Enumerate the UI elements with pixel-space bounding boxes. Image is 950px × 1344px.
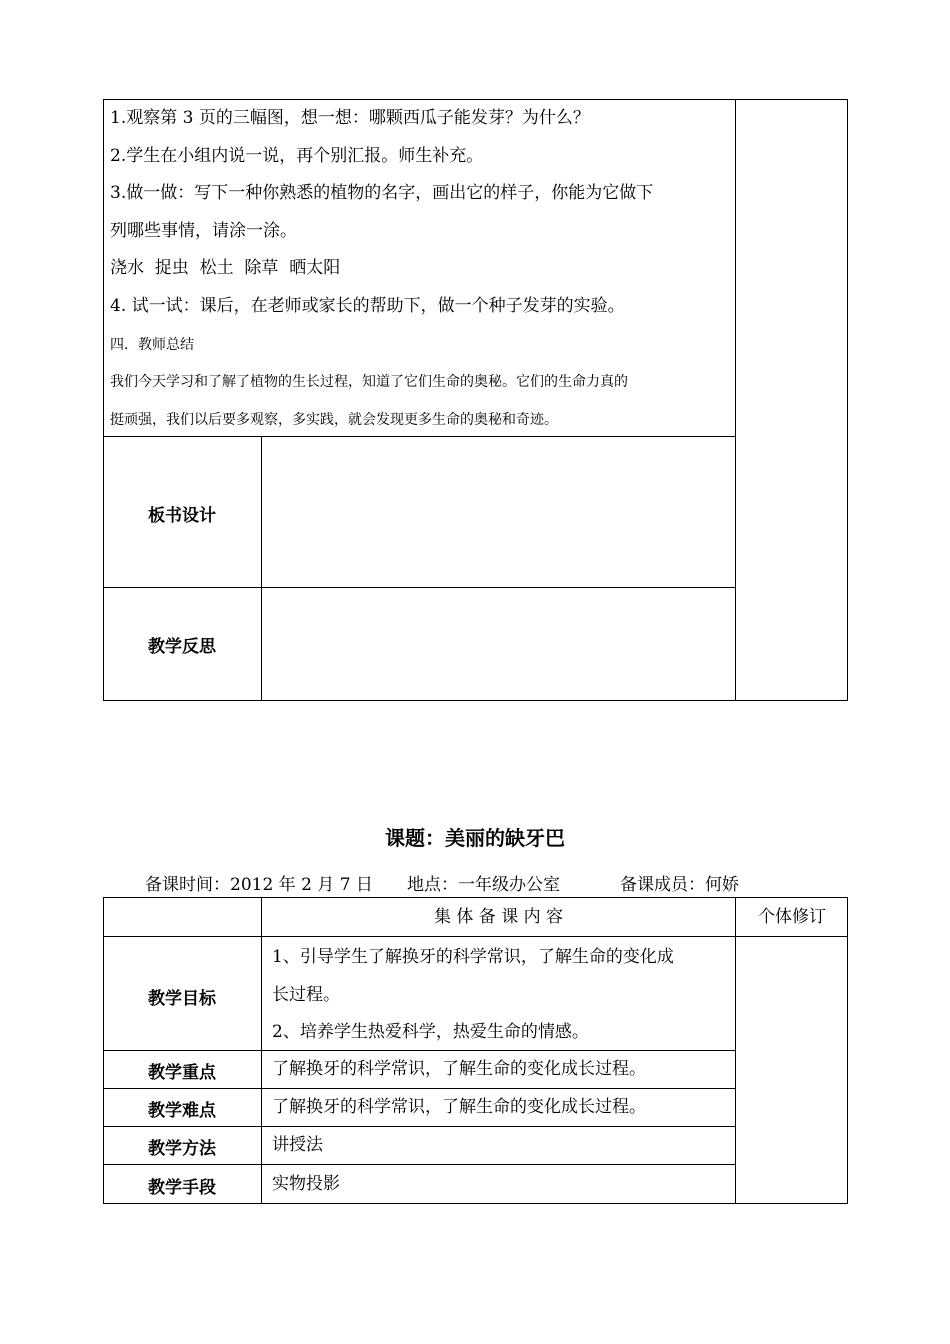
- method-text: 讲授法: [272, 1135, 323, 1155]
- goal-bottom-border: [103, 1050, 736, 1051]
- upper-line-7: 四．教师总结: [110, 337, 194, 353]
- upper-line-9: 挺顽强，我们以后要多观察，多实践，就会发现更多生命的奥秘和奇迹。: [110, 412, 558, 428]
- reflection-label: 教学反思: [148, 637, 216, 657]
- upper-line-1: 1.观察第 3 页的三幅图，想一想：哪颗西瓜子能发芽？为什么？: [110, 108, 590, 128]
- board-design-label: 板书设计: [148, 506, 216, 526]
- means-label: 教学手段: [148, 1178, 216, 1198]
- lesson-title: 课题：美丽的缺牙巴: [385, 826, 565, 850]
- difficulty-label: 教学难点: [148, 1101, 216, 1121]
- upper-revision-divider: [735, 99, 736, 701]
- location: 地点：一年级办公室: [407, 875, 560, 895]
- upper-line-3: 3.做一做：写下一种你熟悉的植物的名字，画出它的样子，你能为它做下: [110, 183, 654, 203]
- upper-label-divider: [261, 436, 262, 701]
- method-label: 教学方法: [148, 1139, 216, 1159]
- goal-label: 教学目标: [148, 989, 216, 1009]
- difficulty-bottom-border: [103, 1126, 736, 1127]
- goal-line-2: 长过程。: [272, 985, 340, 1005]
- goal-line-3: 2、培养学生热爱科学，热爱生命的情感。: [272, 1022, 589, 1042]
- upper-line-4: 列哪些事情，请涂一涂。: [110, 221, 297, 241]
- key-text: 了解换牙的科学常识，了解生命的变化成长过程。: [272, 1059, 646, 1079]
- means-text: 实物投影: [272, 1174, 340, 1194]
- upper-line-8: 我们今天学习和了解了植物的生长过程，知道了它们生命的奥秘。它们的生命力真的: [110, 374, 628, 390]
- key-label: 教学重点: [148, 1063, 216, 1083]
- difficulty-text: 了解换牙的科学常识，了解生命的变化成长过程。: [272, 1097, 646, 1117]
- upper-board-bottom-border: [103, 587, 736, 588]
- method-bottom-border: [103, 1164, 736, 1165]
- upper-line-6: 4. 试一试：课后，在老师或家长的帮助下，做一个种子发芽的实验。: [110, 296, 625, 316]
- goal-line-1: 1、引导学生了解换牙的科学常识，了解生命的变化成: [272, 947, 674, 967]
- header-collective-content: 集 体 备 课 内 容: [433, 907, 564, 927]
- header-bottom-border: [103, 936, 848, 937]
- key-bottom-border: [103, 1088, 736, 1089]
- upper-line-5: 浇水 捉虫 松土 除草 晒太阳: [110, 258, 341, 278]
- members: 备课成员：何娇: [620, 875, 739, 895]
- header-individual-revision: 个体修订: [758, 907, 826, 927]
- upper-text-bottom-border: [103, 436, 736, 437]
- upper-line-2: 2.学生在小组内说一说，再个别汇报。师生补充。: [110, 146, 484, 166]
- prep-time: 备课时间：2012 年 2 月 7 日: [145, 875, 373, 895]
